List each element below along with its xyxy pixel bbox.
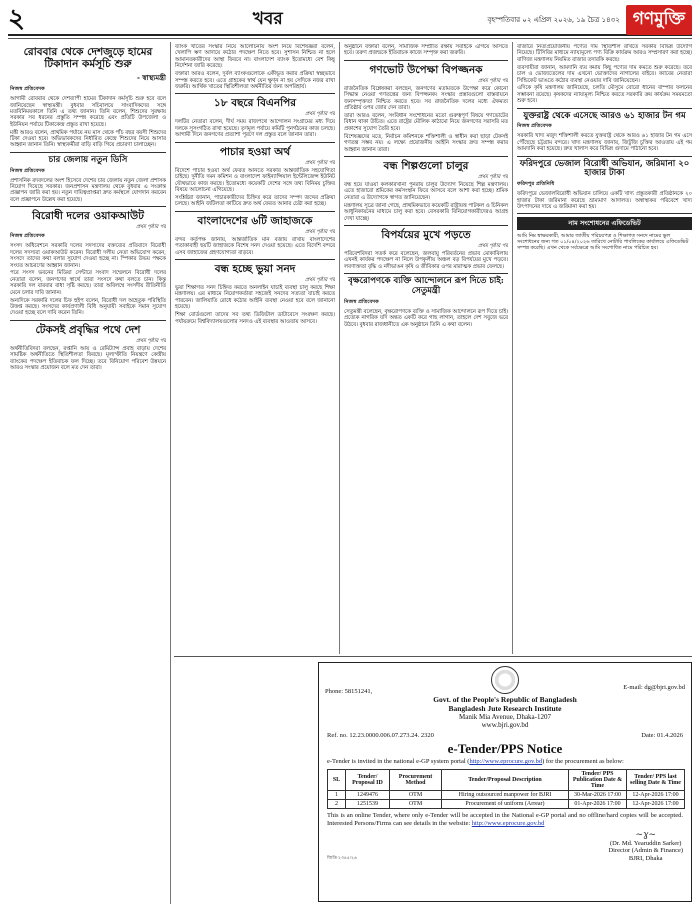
article-laundered-money (175, 146, 335, 208)
paragraph: আমি নিম্ন স্বাক্ষরকারী, আমার জাতীয় পরিচয়পত্র ও শিক্ষাগত সনদে নামের ভুল সংশোধনের জন্য গত ০১/০৪/২০২৬ তারিখে নোটারি পাবলিকের কার্যালয়ে এফিডেভিট সম্পন্ন করেছি। এখন থেকে সর্বক্ষেত্রে আমি সংশোধিত নামে পরিচিত হব। (517, 233, 689, 252)
tender-notice (318, 662, 692, 902)
tender-ref-row (319, 729, 691, 739)
article-separator (175, 93, 335, 94)
signatory-name: (Dr. Md. Yearuddin Sarker) (609, 839, 682, 847)
article-separator (344, 60, 508, 61)
continued-label: প্রথম পৃষ্ঠার পর (305, 276, 335, 283)
column-header: Tender/ PPS last selling Date & Time (627, 770, 685, 791)
name-correction-notice (517, 217, 692, 251)
column-header: Procurement Method (390, 770, 442, 791)
table-cell: Hiring outsourced manpower for BJRI (442, 791, 569, 800)
gov-line: Govt. of the People's Republic of Bangladesh (433, 695, 577, 704)
dateline: বৃহস্পতিবার ০২ এপ্রিল ২০২৬, ১৯ চৈত্র ১৪৩২ (487, 16, 620, 24)
article-separator (175, 142, 335, 143)
masthead (8, 6, 692, 36)
signatory-org: BJRI, Dhaka (628, 854, 663, 862)
paragraph: মন্ত্রণালয় সূত্রে জানা গেছে, প্রাথমিকভাবে কয়েকটি রাষ্ট্রায়ত্ত পাটকল ও চিনিকল আধুনিকায়নের মাধ্যমে চালু করা হবে। বেসরকারি বিনিয়োগকারীদেরও আগ্রহ দেখা যাচ্ছে। (344, 202, 508, 222)
tender-table (327, 769, 685, 809)
tender-header (319, 663, 691, 729)
tender-org-block (403, 666, 607, 729)
column-header: SL (328, 770, 346, 791)
headline: ১৮ বছরে বিএনপির (213, 97, 297, 110)
table-cell: 1249476 (346, 791, 390, 800)
paragraph: বন্ধ হয়ে যাওয়া কলকারখানা পুনরায় চালুর উদ্যোগ নিয়েছে শিল্প মন্ত্রণালয়। এতে হাজারো শ্রমিকের কর্মসংস্থান ফিরে আসবে বলে আশা করা হচ্ছে। শ্রমিক নেতারা এ উদ্যোগকে স্বাগত জানিয়েছেন। (344, 182, 508, 201)
article-new-dc (10, 156, 166, 203)
signature-block (608, 832, 683, 862)
column-header: Tender/Proposal Description (442, 770, 569, 791)
paragraph: ফরিদপুরে ভেজালবিরোধী অভিযান চালিয়ে একটি খাদ্য প্রস্তুতকারী প্রতিষ্ঠানকে ২০ হাজার টাকা জরিমানা করেছে ভ্রাম্যমাণ আদালত। অস্বাস্থ্যকর পরিবেশে খাদ্য উৎপাদনের দায়ে এ জরিমানা করা হয়। (517, 191, 692, 210)
headline: বৃক্ষরোপণকে ব্যক্তি আন্দোলনে রূপ দিতে চাই: সেতুমন্ত্রী (348, 276, 504, 296)
article-bnp (175, 97, 335, 138)
continued-label: প্রথম পৃষ্ঠার পর (478, 174, 508, 180)
headline: বন্ধ শিল্পগুলো চালুর (383, 159, 469, 172)
article-disaster (344, 229, 508, 270)
intro-text-end: ) for the procurement as below: (542, 758, 624, 765)
article-referendum (344, 64, 508, 153)
headline: টেকসই প্রবৃদ্ধির পথে দেশ (35, 323, 141, 336)
continued-label: প্রথম পৃষ্ঠার পর (305, 159, 335, 166)
paragraph: শিক্ষা বোর্ডগুলো তাদের সব তথ্য ডিজিটাল ডাটাবেসে সংরক্ষণ করছে। পর্যায়ক্রমে বিশ্ববিদ্যালয়গুলোর সনদও এই ব্যবস্থার আওতায় আসবে। (175, 312, 335, 325)
paragraph: অন্যদিকে সরকারি দলের চিফ হুইপ বলেন, বিরোধী দল অহেতুক পরিস্থিতি উত্তপ্ত করছে। সংসদের কার্যপ্রণালী বিধি অনুযায়ী সবাইকে সমান সুযোগ দেওয়া হচ্ছে বলে দাবি করেন তিনি। (10, 297, 166, 317)
tender-note (319, 809, 691, 828)
paragraph: অনুষ্ঠানে বক্তারা বলেন, সামাজিক সম্প্রীতি রক্ষায় সবাইকে এগিয়ে আসতে হবে। তরুণ প্রজন্মকে ইতিবাচক কাজে সম্পৃক্ত করা জরুরি। (344, 44, 508, 57)
table-cell: OTM (390, 800, 442, 809)
column-divider (512, 42, 513, 654)
article-separator (10, 206, 166, 207)
headline: রোববার থেকে দেশজুড়ে হামের টিকাদান কর্মসূচি শুরু (23, 46, 153, 71)
tender-footer (319, 828, 691, 862)
continued-label: প্রথম পৃষ্ঠার পর (478, 77, 508, 84)
article-separator (517, 108, 692, 109)
signatory-title: Director (Admin & Finance) (608, 847, 683, 854)
table-cell: 01-Apr-2026 17:00 (569, 800, 627, 809)
headline: গণভোট উপেক্ষা বিপজ্জনক (369, 63, 483, 76)
table-row (328, 791, 685, 800)
government-emblem-icon (491, 666, 519, 694)
tender-email: E-mail: dg@bjri.gov.bd (623, 684, 685, 691)
paragraph: তারা আরও বলেন, সংবিধান সংশোধনের মতো গুরুত্বপূর্ণ বিষয়ে গণভোটের বিধান থাকা উচিত। এতে রাষ্ট্রের মৌলিক কাঠামো নিয়ে জনগণের সরাসরি মত প্রকাশের সুযোগ তৈরি হবে। (344, 113, 508, 132)
section-title: খবর (252, 9, 283, 29)
subhead: - স্বাস্থ্যমন্ত্রী (136, 73, 166, 83)
article-separator (175, 259, 335, 260)
column-4 (517, 44, 692, 654)
headline: যুক্তরাষ্ট্র থেকে এসেছে আরও ৬১ হাজার টন গম (523, 110, 686, 121)
article-separator (175, 211, 335, 212)
tender-phone: Phone: 58151241, (325, 688, 373, 695)
paragraph: বক্তারা আরও বলেন, দুর্বল ব্যাংকগুলোকে একীভূত করার প্রক্রিয়া স্বচ্ছভাবে সম্পন্ন করতে হবে। এতে গ্রাহকের স্বার্থ যেন ক্ষুণ্ন না হয় সেদিকে নজর রাখা জরুরি। আর্থিক খাতের স্থিতিশীলতা অর্থনীতির জন্য অপরিহার্য। (175, 71, 335, 90)
newspaper-logo: গণমুক্তি (626, 5, 692, 35)
note-text: This is an online Tender, where only e-Tender will be accepted in the National e-GP portal and no offline/hard copies will be accepted. Interested Persons/Firms can see details in the website: (327, 812, 683, 827)
eprocure-link[interactable]: http://www.eprocure.gov.bd (469, 758, 543, 765)
section-rule (174, 656, 692, 657)
paragraph: পরিবেশবিদরা সতর্ক করে বলেছেন, জলবায়ু পরিবর্তনের প্রভাব মোকাবিলায় এখনই কার্যকর পদক্ষেপ না নিলে উপকূলীয় অঞ্চল বড় বিপর্যয়ের মুখে পড়বে। লবণাক্ততা বৃদ্ধি ও নদীভাঙন কৃষি ও জীবিকার ওপর মারাত্মক প্রভাব ফেলছে। (344, 251, 508, 270)
table-cell: 12-Apr-2026 17:00 (627, 800, 685, 809)
byline: ফরিদপুর প্রতিনিধি (517, 181, 555, 188)
article-separator (10, 320, 166, 321)
continued-label: প্রথম পৃষ্ঠার পর (305, 111, 335, 118)
article-separator (344, 273, 508, 274)
headline: পাচার হওয়া অর্থ (219, 145, 291, 158)
continued-label: প্রথম পৃষ্ঠার পর (305, 228, 335, 235)
column-divider (170, 42, 171, 904)
continued-label: প্রথম পৃষ্ঠার পর (136, 224, 166, 231)
article-separator (10, 152, 166, 153)
table-cell: 1251539 (346, 800, 390, 809)
paragraph: পরে সংসদ ভবনের মিডিয়া সেন্টারে সংবাদ সম্মেলনে বিরোধী দলের নেতারা বলেন, জনগণের স্বার্থে তারা সংসদে কথা বলতে চান। কিন্তু সরকারি দল বারবার বাধা সৃষ্টি করছে। তারা অবিলম্বে সংসদীয় রীতিনীতি মেনে চলার দাবি জানান। (10, 270, 166, 296)
address-line: Manik Mia Avenue, Dhaka-1207 (458, 713, 551, 721)
article-walkout (10, 210, 166, 317)
paragraph: বিশেষজ্ঞদের মতে, নির্বাচন কমিশনকে শক্তিশালী ও স্বাধীন করা ছাড়া টেকসই গণতন্ত্র সম্ভব নয়। এ লক্ষ্যে প্রয়োজনীয় আইনি সংস্কার দ্রুত সম্পন্ন করার আহ্বান জানান তারা। (344, 133, 508, 153)
article-separator (344, 225, 508, 226)
signature-image: ~ɣ~ (635, 830, 656, 840)
table-cell: 30-Mar-2026 17:00 (569, 791, 627, 800)
paragraph: এদিকে কৃষি মন্ত্রণালয় জানিয়েছে, চলতি মৌসুমে বোরো ধানের বাম্পার ফলনের সম্ভাবনা রয়েছে। কৃষকদের ন্যায্যমূল্য নিশ্চিত করতে সরকারি ক্রয় কার্যক্রম সময়মতো শুরু হবে। (517, 85, 692, 105)
byline: নিজস্ব প্রতিবেদক (10, 167, 45, 174)
paragraph: দলটির নেতারা বলেন, দীর্ঘ সময় রাজপথে আন্দোলন সংগ্রামের মধ্য দিয়ে দলকে সুসংগঠিত রাখা হয়েছে। তৃণমূল পর্যায়ে কমিটি পুনর্গঠনের কাজ চলছে। আগামী দিনে জনগণের প্রত্যাশা পূরণে দল প্রস্তুত বলে জানান তারা। (175, 119, 335, 139)
article-separator (344, 156, 508, 157)
ref-number: Ref. no. 12.23.0000.006.07.273.24. 2320 (327, 732, 434, 739)
article-growth (10, 324, 166, 372)
table-cell: 12-Apr-2026 17:00 (627, 791, 685, 800)
paragraph: ভুয়া শিক্ষাগত সনদ চিহ্নিত করতে অনলাইন যাচাই ব্যবস্থা চালু করছে শিক্ষা মন্ত্রণালয়। এর মাধ্যমে নিয়োগকর্তারা সহজেই সনদের সত্যতা যাচাই করতে পারবেন। জালিয়াতি রোধে কঠোর আইনি ব্যবস্থা নেওয়া হবে বলে জানানো হয়েছে। (175, 284, 335, 311)
paragraph: রাজনৈতিক বিশ্লেষকরা বলছেন, জনগণের মতামতকে উপেক্ষা করে কোনো সিদ্ধান্ত নেওয়া গণতন্ত্রের জন্য বিপজ্জনক। সংস্কার প্রস্তাবগুলো বাস্তবায়নে জনসম্পৃক্ততা নিশ্চিত করতে হবে। সব রাজনৈতিক দলের মধ্যে ঐকমত্য প্রতিষ্ঠার ওপর জোর দেন তারা। (344, 85, 508, 112)
column-header: Tender/ PPS Publication Date & Time (569, 770, 627, 791)
article-ships (175, 215, 335, 256)
byline: নিজস্ব প্রতিবেদক (10, 233, 45, 240)
page-number: ২ (8, 4, 25, 34)
byline: নিজস্ব প্রতিবেদক (10, 86, 45, 93)
article-separator (517, 213, 692, 214)
paragraph: আগামী রোববার থেকে দেশব্যাপী হামের টিকাদান কর্মসূচি শুরু হবে বলে জানিয়েছেন স্বাস্থ্যমন্ত্রী। বুধবার সচিবালয়ে সাংবাদিকদের সঙ্গে মতবিনিময়কালে তিনি এ তথ্য জানান। তিনি বলেন, শিশুদের সুরক্ষায় সরকার সব ধরনের প্রস্তুতি সম্পন্ন করেছে এবং প্রতিটি উপজেলা ও ইউনিয়ন পর্যায়ে টিকাকেন্দ্র প্রস্তুত রাখা হয়েছে। (10, 96, 166, 128)
table-cell: 1 (328, 791, 346, 800)
headline: বিপর্যয়ের মুখে পড়তে (381, 228, 471, 241)
column-2 (175, 44, 335, 654)
paragraph: সংসদ অধিবেশনে সরকারি দলের সদস্যদের বক্তব্যের প্রতিবাদে বিরোধী দলের সদস্যরা ওয়াকআউট করেন। বিরোধী দলীয় নেতা অভিযোগ করেন, সংসদে তাদের কথা বলার সুযোগ দেওয়া হচ্ছে না। স্পিকার উভয় পক্ষকে সংযত আচরণের আহ্বান জানান। (10, 243, 166, 269)
table-row (328, 800, 685, 809)
continued-label: প্রথম পৃষ্ঠার পর (478, 243, 508, 249)
headline: বন্ধ হচ্ছে ভুয়া সনদ (214, 262, 296, 275)
paragraph: ব্যবসায়ীরা জানান, আমদানি ব্যয় কমায় কিছু পণ্যের দাম কমতে শুরু করেছে। তবে চাল ও ভোজ্যতেলের দাম এখনো ভোক্তাদের নাগালের বাইরে। ক্যাবের নেতারা সিন্ডিকেট ভাঙতে কঠোর ব্যবস্থা নেওয়ার দাবি জানিয়েছেন। (517, 64, 692, 84)
paragraph: বিদেশে পাচার হওয়া অর্থ ফেরত আনতে সরকার আন্তর্জাতিক সহযোগিতা চাইছে। দুর্নীতি দমন কমিশন ও বাংলাদেশ ফাইন্যান্সিয়াল ইন্টেলিজেন্স ইউনিট যৌথভাবে কাজ করছে। ইতোমধ্যে কয়েকটি দেশের সঙ্গে তথ্য বিনিময় চুক্তির বিষয়ে আলোচনা এগিয়েছে। (175, 167, 335, 193)
table-header-row (328, 770, 685, 791)
tender-intro (319, 758, 691, 766)
web-line: www.bjri.gov.bd (481, 721, 529, 729)
column-1 (10, 44, 166, 904)
article-measles (10, 46, 166, 149)
headline: চার জেলায় নতুন ডিসি (48, 154, 128, 165)
article-closed-industries (344, 160, 508, 222)
paragraph: প্রশাসনিক রদবদলের অংশ হিসেবে দেশের চার জেলায় নতুন জেলা প্রশাসক নিয়োগ দিয়েছে সরকার। জনপ্রশাসন মন্ত্রণালয় থেকে বুধবার এ সংক্রান্ত প্রজ্ঞাপন জারি করা হয়। নতুন দায়িত্বপ্রাপ্তরা দ্রুত কর্মস্থলে যোগদান করবেন বলে প্রজ্ঞাপনে উল্লেখ করা হয়েছে। (10, 177, 166, 203)
article-wheat-import (517, 112, 692, 153)
column-divider (339, 42, 340, 654)
tender-title: e-Tender/PPS Notice (447, 741, 563, 756)
gd-code: জিডি ২৩৪৫/২৬ (327, 855, 357, 860)
table-cell: 2 (328, 800, 346, 809)
paragraph: মন্ত্রী আরও বলেন, প্রাথমিক পর্যায়ে নয় মাস থেকে পাঁচ বছর বয়সী শিশুদের টিকা দেওয়া হবে। অভিভাবকদের নির্ধারিত কেন্দ্রে শিশুদের নিয়ে আসার আহ্বান জানান তিনি। স্বাস্থ্যকর্মীরা বাড়ি বাড়ি গিয়ে প্রচারণা চালাচ্ছেন। (10, 129, 166, 149)
article-fake-certificates (175, 263, 335, 325)
paragraph: বাজারে নিত্যপ্রয়োজনীয় পণ্যের দাম স্থিতিশীল রাখতে সরকার বিভিন্ন উদ্যোগ নিয়েছে। টিসিবির মাধ্যমে ন্যায্যমূল্যে পণ্য বিক্রি কার্যক্রম আরও সম্প্রসারণ করা হচ্ছে। বাণিজ্য মন্ত্রণালয় নিয়মিত বাজার তদারকি করছে। (517, 44, 692, 63)
paragraph: সেতুমন্ত্রী বলেছেন, বৃক্ষরোপণকে ব্যক্তি ও সামাজিক আন্দোলনে রূপ দিতে চাই। প্রত্যেক নাগরিক যদি অন্তত একটি করে গাছ লাগান, তাহলে দেশ সবুজে ভরে উঠবে। বুধবার রাজধানীতে এক অনুষ্ঠানে তিনি এ কথা বলেন। (344, 308, 508, 328)
intro-text: e-Tender is invited in the national e-GP system portal ( (327, 758, 470, 765)
paragraph: ব্যাংক খাতের সংস্কার নিয়ে আলোচনায় অংশ নিয়ে বিশেষজ্ঞরা বলেন, খেলাপি ঋণ আদায়ে কঠোর পদক্ষেপ নিতে হবে। সুশাসন নিশ্চিত না হলে আমানতকারীদের আস্থা ফিরবে না। বাংলাদেশ ব্যাংক ইতোমধ্যে বেশ কিছু নির্দেশনা জারি করেছে। (175, 44, 335, 70)
org-line: Bangladesh Jute Research Institute (448, 704, 562, 713)
article-tree-planting (344, 277, 508, 328)
continued-label: প্রথম পৃষ্ঠার পর (136, 337, 166, 344)
article-faridpur-drive (517, 160, 692, 211)
article-separator (517, 156, 692, 157)
notice-date: Date: 01.4.2026 (641, 732, 683, 739)
column-header: Tender/ Proposal ID (346, 770, 390, 791)
byline: নিজস্ব প্রতিবেদক (517, 123, 552, 130)
byline: নিজস্ব প্রতিবেদক (344, 298, 379, 305)
headline: বাংলাদেশের ৬টি জাহাজকে (197, 214, 313, 227)
masthead-rule (8, 38, 692, 39)
paragraph: সরকারি খাদ্য মজুদ শক্তিশালী করতে যুক্তরাষ্ট্র থেকে আরও ৬১ হাজার টন গম এসে পৌঁছেছে চট্টগ্রাম বন্দরে। খাদ্য মন্ত্রণালয় জানায়, জিটুজি চুক্তির আওতায় এই গম আমদানি করা হয়েছে। দ্রুত খালাস করে বিভিন্ন গুদামে পাঠানো হবে। (517, 133, 692, 153)
paragraph: সংশ্লিষ্টরা জানান, পাচারকারীদের চিহ্নিত করে তাদের সম্পদ জব্দের প্রক্রিয়া চলছে। আইনি জটিলতা কাটিয়ে দ্রুত অর্থ ফেরত আনার চেষ্টা করা হচ্ছে। (175, 194, 335, 208)
table-cell: OTM (390, 791, 442, 800)
notice-title: নাম সংশোধনের এফিডেভিট (517, 217, 692, 230)
headline: ফরিদপুরে ভেজাল বিরোধী অভিযান, জরিমানা ২০ হাজার টাকা (519, 158, 690, 179)
table-cell: Procurement of uniform (Arrear) (442, 800, 569, 809)
paragraph: বন্দর কর্তৃপক্ষ জানায়, আন্তর্জাতিক মান বজায় রাখায় বাংলাদেশের পতাকাবাহী ছয়টি জাহাজকে বিশেষ সনদ দেওয়া হয়েছে। এতে বিদেশি বন্দরে এসব জাহাজের গ্রহণযোগ্যতা বাড়বে। (175, 236, 335, 256)
column-3 (344, 44, 508, 654)
headline: বিরোধী দলের ওয়াকআউট (32, 210, 144, 223)
eprocure-link-2[interactable]: http://www.eprocure.gov.bd (471, 820, 545, 827)
paragraph: অর্থনীতিবিদরা বলছেন, রপ্তানি আয় ও রেমিট্যান্স প্রবাহ বাড়ায় দেশের সামষ্টিক অর্থনীতিতে স্থিতিশীলতা ফিরছে। মূল্যস্ফীতি নিয়ন্ত্রণে কেন্দ্রীয় ব্যাংকের পদক্ষেপ ইতিবাচক ফল দিচ্ছে। তবে বিনিয়োগ পরিবেশ উন্নয়নে আরও সংস্কার প্রয়োজন বলে মত দেন তারা। (10, 345, 166, 372)
